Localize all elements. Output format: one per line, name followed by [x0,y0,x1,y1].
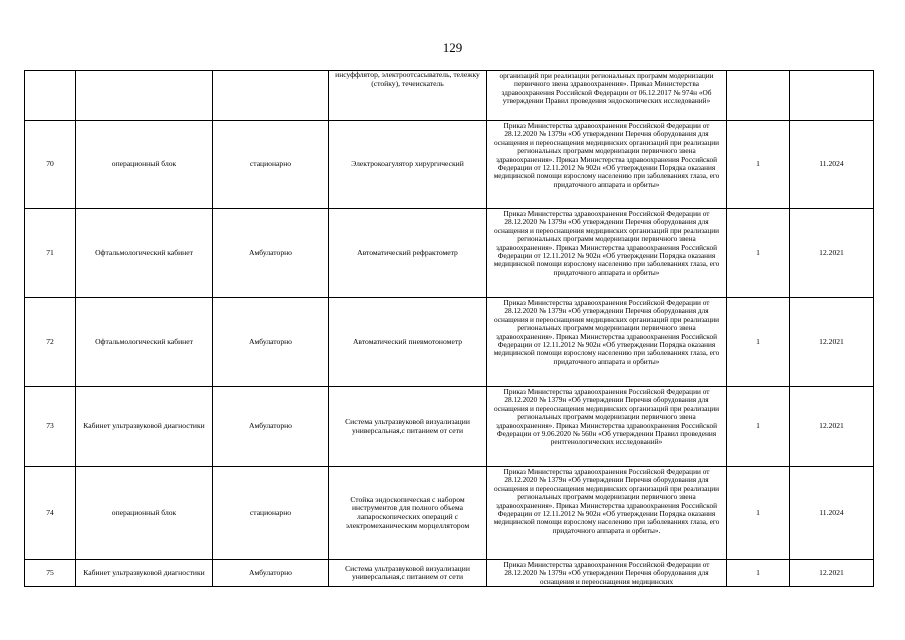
num-cell: 70 [25,121,76,209]
basis-cell: Приказ Министерства здравоохранения Российской Федерации от 28.12.2020 № 1379н «Об утверждении Перечня оборудования для оснащения и переоснащения медицинских организаций при реализации региональных программ модернизации первичного звена здравоохранения». Приказ Министерства здравоохранения Российской Федерации от 12.11.2012 № 902н «Об утверждении Порядка оказания медицинской помощи взрослому населению при заболеваниях глаза, его придаточного аппарата и орбиты». [487,467,727,560]
table-row [25,387,874,467]
type-cell: Амбулаторно [213,560,329,587]
unit-cell: операционный блок [76,121,213,209]
qty-cell: 1 [727,387,790,467]
date-cell: 12.2021 [790,298,874,387]
equipment-cell: Система ультразвуковой визуализации универсальная,с питанием от сети [329,560,487,587]
basis-cell: Приказ Министерства здравоохранения Российской Федерации от 28.12.2020 № 1379н «Об утверждении Перечня оборудования для оснащения и переоснащения медицинских организаций при реализации региональных программ модернизации первичного звена здравоохранения». Приказ Министерства здравоохранения Российской Федерации от 9.06.2020 № 560н «Об утверждении Правил проведения рентгенологических исследований» [487,387,727,467]
date-cell: 11.2024 [790,121,874,209]
qty-cell: 1 [727,121,790,209]
table-row-continued [25,71,874,121]
num-cell: 75 [25,560,76,587]
type-cell: Амбулаторно [213,387,329,467]
num-cell: 73 [25,387,76,467]
date-cell: 12.2021 [790,560,874,587]
num-cell [25,71,76,121]
qty-cell: 1 [727,467,790,560]
type-cell [213,71,329,121]
basis-cell: Приказ Министерства здравоохранения Российской Федерации от 28.12.2020 № 1379н «Об утверждении Перечня оборудования для оснащения и переоснащения медицинских [487,560,727,587]
qty-cell: 1 [727,298,790,387]
table-row [25,467,874,560]
date-cell: 12.2021 [790,387,874,467]
type-cell: стационарно [213,467,329,560]
unit-cell: операционный блок [76,467,213,560]
equipment-cell: Стойка эндоскопическая с набором инструментов для полного объема лапароскопических операций с электромеханическим морцеллятором [329,467,487,560]
basis-cell: Приказ Министерства здравоохранения Российской Федерации от 28.12.2020 № 1379н «Об утверждении Перечня оборудования для оснащения и переоснащения медицинских организаций при реализации региональных программ модернизации первичного звена здравоохранения». Приказ Министерства здравоохранения Российской Федерации от 12.11.2012 № 902н «Об утверждении Порядка оказания медицинской помощи взрослому населению при заболеваниях глаза, его придаточного аппарата и орбиты» [487,209,727,298]
table-row [25,560,874,587]
equipment-cell: Автоматический рефрактометр [329,209,487,298]
equipment-cell: Автоматический пневмотонометр [329,298,487,387]
unit-cell [76,71,213,121]
unit-cell: Кабинет ультразвуковой диагностики [76,387,213,467]
unit-cell: Офтальмологический кабинет [76,209,213,298]
basis-cell: Приказ Министерства здравоохранения Российской Федерации от 28.12.2020 № 1379н «Об утверждении Перечня оборудования для оснащения и переоснащения медицинских организаций при реализации региональных программ модернизации первичного звена здравоохранения». Приказ Министерства здравоохранения Российской Федерации от 12.11.2012 № 902н «Об утверждении Порядка оказания медицинской помощи взрослому населению при заболеваниях глаза, его придаточного аппарата и орбиты» [487,298,727,387]
type-cell: стационарно [213,121,329,209]
table-row [25,209,874,298]
date-cell: 11.2024 [790,467,874,560]
num-cell: 74 [25,467,76,560]
equipment-cell: Система ультразвуковой визуализации универсальная,с питанием от сети [329,387,487,467]
date-cell: 12.2021 [790,209,874,298]
unit-cell: Кабинет ультразвуковой диагностики [76,560,213,587]
qty-cell: 1 [727,560,790,587]
date-cell [790,71,874,121]
type-cell: Амбулаторно [213,209,329,298]
basis-cell: организаций при реализации региональных программ модернизации первичного звена здравоохранения». Приказ Министерства здравоохранения Российской Федерации от 06.12.2017 № 974н «Об утверждении Правил проведения эндоскопических исследований» [487,71,727,121]
equipment-table [24,70,874,587]
unit-cell: Офтальмологический кабинет [76,298,213,387]
qty-cell: 1 [727,209,790,298]
equipment-cell: Электрокоагулятор хирургический [329,121,487,209]
num-cell: 71 [25,209,76,298]
table-row [25,298,874,387]
type-cell: Амбулаторно [213,298,329,387]
equipment-cell: инсуффлятор, электроотсасыватель, тележку (стойку), течеискатель [329,71,487,121]
num-cell: 72 [25,298,76,387]
qty-cell [727,71,790,121]
table-row [25,121,874,209]
page-number: 129 [442,40,463,55]
basis-cell: Приказ Министерства здравоохранения Российской Федерации от 28.12.2020 № 1379н «Об утверждении Перечня оборудования для оснащения и переоснащения медицинских организаций при реализации региональных программ модернизации первичного звена здравоохранения». Приказ Министерства здравоохранения Российской Федерации от 12.11.2012 № 902н «Об утверждении Порядка оказания медицинской помощи взрослому населению при заболеваниях глаза, его придаточного аппарата и орбиты» [487,121,727,209]
